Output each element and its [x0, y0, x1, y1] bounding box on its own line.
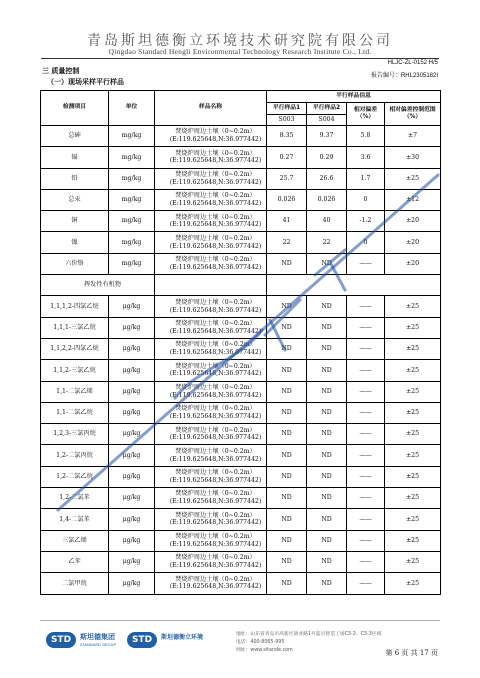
item-name: 1,2-二氯乙烷 [41, 466, 109, 487]
control-range: ±25 [385, 402, 441, 423]
sample-location-name: 焚烧炉周边土壤（0~0.2m） [175, 490, 256, 498]
header-control-range: 相对偏差控制范围（%） [385, 103, 441, 126]
std-hengli-logo: STD [127, 632, 157, 648]
std-group-name: 斯坦德集团 [80, 633, 115, 641]
parallel-2-value: ND [307, 466, 347, 487]
table-row [41, 424, 441, 445]
parallel-1-value: ND [267, 381, 307, 402]
item-unit: μg/kg [109, 360, 155, 381]
sample-location-name: 焚烧炉周边土壤（0~0.2m） [175, 170, 256, 178]
table-row [41, 211, 441, 232]
item-unit: μg/kg [109, 445, 155, 466]
parallel-2-value: ND [307, 551, 347, 572]
parallel-2-value: 40 [307, 211, 347, 232]
control-range: ±25 [385, 509, 441, 530]
sample-location [155, 466, 267, 487]
item-unit: μg/kg [109, 338, 155, 359]
relative-deviation: 0 [347, 189, 385, 210]
std-group-subname: STANDARD GROUP [80, 642, 116, 647]
item-name: 1,1-二氯乙烯 [41, 381, 109, 402]
control-range: ±25 [385, 168, 441, 189]
std-group-logo: STD [46, 632, 76, 648]
item-name: 1,1,1,2-四氯乙烷 [41, 296, 109, 317]
sample-location [155, 232, 267, 253]
parallel-2-value: 0.29 [307, 147, 347, 168]
sample-location-coords: (E:119.625648,N:36.977442) [169, 157, 262, 165]
item-unit: μg/kg [109, 317, 155, 338]
item-name: 乙苯 [41, 551, 109, 572]
sample-location-name: 焚烧炉周边土壤（0~0.2m） [175, 575, 256, 583]
sample-location-name: 焚烧炉周边土壤（0~0.2m） [175, 426, 256, 434]
item-unit: μg/kg [109, 402, 155, 423]
header-item: 检测项目 [41, 91, 109, 126]
relative-deviation: —— [347, 488, 385, 509]
item-name: 1,2-二氯苯 [41, 488, 109, 509]
parallel-1-value: ND [267, 296, 307, 317]
sample-location-coords: (E:119.625648,N:36.977442) [169, 263, 262, 271]
parallel-2-value: ND [307, 296, 347, 317]
control-range: ±25 [385, 445, 441, 466]
table-row [41, 360, 441, 381]
relative-deviation: —— [347, 360, 385, 381]
parallel-1-value: ND [267, 360, 307, 381]
sample-location-coords: (E:119.625648,N:36.977442) [169, 476, 262, 484]
footer-divider [40, 620, 440, 621]
sample-location-coords: (E:119.625648,N:36.977442) [169, 200, 262, 208]
footer-website: 网址：www.sitande.com [236, 648, 293, 653]
parallel-1-value: ND [267, 402, 307, 423]
sample-location [155, 360, 267, 381]
control-range: ±12 [385, 189, 441, 210]
relative-deviation: 0 [347, 232, 385, 253]
sample-location-coords: (E:119.625648,N:36.977442) [169, 583, 262, 591]
parallel-2-value: ND [307, 509, 347, 530]
table-row [41, 232, 441, 253]
relative-deviation: —— [347, 381, 385, 402]
parallel-1-value: ND [267, 445, 307, 466]
control-range: ±20 [385, 232, 441, 253]
control-range: ±30 [385, 147, 441, 168]
sample-location-coords: (E:119.625648,N:36.977442) [169, 562, 262, 570]
sample-location-name: 焚烧炉周边土壤（0~0.2m） [175, 234, 256, 242]
parallel-2-value: 0.026 [307, 189, 347, 210]
item-name: 1,4-二氯苯 [41, 509, 109, 530]
sample-location-coords: (E:119.625648,N:36.977442) [169, 221, 262, 229]
sample-location [155, 530, 267, 551]
item-unit: μg/kg [109, 381, 155, 402]
table-row [41, 402, 441, 423]
parallel-1-value: ND [267, 551, 307, 572]
item-unit: mg/kg [109, 126, 155, 147]
sample-location-name: 焚烧炉周边土壤（0~0.2m） [175, 256, 256, 264]
item-unit: μg/kg [109, 466, 155, 487]
item-name: 镍 [41, 232, 109, 253]
section-title: 三 质量控制 [42, 67, 80, 75]
sample-id-2: S004 [307, 115, 347, 126]
sample-id-1: S003 [267, 115, 307, 126]
table-row [41, 253, 441, 274]
parallel-2-value: ND [307, 338, 347, 359]
std-hengli-name: 斯坦德衡立环境 [161, 634, 204, 641]
sample-location-name: 焚烧炉周边土壤（0~0.2m） [175, 213, 256, 221]
parallel-sample-table [40, 90, 441, 595]
sample-location-coords: (E:119.625648,N:36.977442) [169, 306, 262, 314]
relative-deviation: —— [347, 466, 385, 487]
item-name: 1,2-二氯丙烷 [41, 445, 109, 466]
sample-location-name: 焚烧炉周边土壤（0~0.2m） [175, 298, 256, 306]
item-name: 二氯甲烷 [41, 573, 109, 594]
parallel-2-value: ND [307, 530, 347, 551]
item-name: 1,1-二氯乙烷 [41, 402, 109, 423]
sample-location-name: 焚烧炉周边土壤（0~0.2m） [175, 405, 256, 413]
sample-location [155, 189, 267, 210]
control-range: ±25 [385, 530, 441, 551]
doc-code: HLJC-ZL-0152 H/5 [387, 60, 438, 66]
header-unit: 单位 [109, 91, 155, 126]
parallel-2-value: ND [307, 253, 347, 274]
parallel-1-value: 0.026 [267, 189, 307, 210]
sample-location-coords: (E:119.625648,N:36.977442) [169, 178, 262, 186]
parallel-1-value: ND [267, 573, 307, 594]
relative-deviation: —— [347, 551, 385, 572]
parallel-1-value: ND [267, 317, 307, 338]
sample-location [155, 509, 267, 530]
item-unit: μg/kg [109, 573, 155, 594]
item-unit: mg/kg [109, 147, 155, 168]
category-empty-cell [155, 275, 267, 296]
control-range: ±20 [385, 211, 441, 232]
sample-location-coords: (E:119.625648,N:36.977442) [169, 136, 262, 144]
parallel-2-value: ND [307, 360, 347, 381]
sample-location-name: 焚烧炉周边土壤（0~0.2m） [175, 320, 256, 328]
table-row [41, 381, 441, 402]
relative-deviation: —— [347, 424, 385, 445]
control-range: ±25 [385, 317, 441, 338]
sample-location [155, 551, 267, 572]
report-number: 报告编号：RHL2305182I [370, 73, 438, 79]
parallel-1-value: ND [267, 466, 307, 487]
table-row [41, 126, 441, 147]
item-name: 1,1,2-三氯乙烷 [41, 360, 109, 381]
parallel-1-value: ND [267, 424, 307, 445]
item-unit: μg/kg [109, 424, 155, 445]
parallel-2-value: ND [307, 573, 347, 594]
header-parallel-2: 平行样品2 [307, 103, 347, 115]
table-row [41, 168, 441, 189]
table-row [41, 530, 441, 551]
parallel-2-value: ND [307, 317, 347, 338]
parallel-2-value: ND [307, 381, 347, 402]
relative-deviation: —— [347, 509, 385, 530]
sample-location [155, 126, 267, 147]
relative-deviation: —— [347, 296, 385, 317]
item-name: 总汞 [41, 189, 109, 210]
control-range: ±25 [385, 296, 441, 317]
item-unit: μg/kg [109, 530, 155, 551]
table-row [41, 147, 441, 168]
table-row [41, 296, 441, 317]
sample-location [155, 573, 267, 594]
item-name: 1,1,2,2-四氯乙烷 [41, 338, 109, 359]
category-empty-span [267, 275, 441, 296]
relative-deviation: 1.7 [347, 168, 385, 189]
sample-location-coords: (E:119.625648,N:36.977442) [169, 242, 262, 250]
parallel-2-value: ND [307, 424, 347, 445]
sample-location [155, 488, 267, 509]
item-name: 1,2,3-三氯丙烷 [41, 424, 109, 445]
table-row [41, 189, 441, 210]
page-number: 第 6 页 共 17 页 [385, 649, 438, 657]
sample-location-coords: (E:119.625648,N:36.977442) [169, 327, 262, 335]
table-row [41, 551, 441, 572]
item-unit: μg/kg [109, 296, 155, 317]
relative-deviation: —— [347, 573, 385, 594]
relative-deviation: —— [347, 530, 385, 551]
control-range: ±25 [385, 424, 441, 445]
relative-deviation: —— [347, 338, 385, 359]
sample-location-name: 焚烧炉周边土壤（0~0.2m） [175, 383, 256, 391]
category-row [41, 275, 441, 296]
control-range: ±20 [385, 253, 441, 274]
sample-location-name: 焚烧炉周边土壤（0~0.2m） [175, 149, 256, 157]
item-unit: μg/kg [109, 551, 155, 572]
sample-location [155, 317, 267, 338]
sample-location-coords: (E:119.625648,N:36.977442) [169, 434, 262, 442]
parallel-1-value: 0.27 [267, 147, 307, 168]
table-row [41, 488, 441, 509]
sample-location-coords: (E:119.625648,N:36.977442) [169, 349, 262, 357]
parallel-1-value: 8.35 [267, 126, 307, 147]
sample-location [155, 168, 267, 189]
relative-deviation: —— [347, 317, 385, 338]
relative-deviation: —— [347, 402, 385, 423]
item-name: 总砷 [41, 126, 109, 147]
company-name-en: Qingdao Standard Hengli Environmental Technology Research Institute Co., Ltd. [108, 47, 372, 56]
control-range: ±25 [385, 381, 441, 402]
control-range: ±25 [385, 573, 441, 594]
item-unit: μg/kg [109, 488, 155, 509]
item-name: 铜 [41, 211, 109, 232]
footer-phone: 电话：400-8065-995 [236, 640, 285, 645]
parallel-2-value: 9.37 [307, 126, 347, 147]
control-range: ±7 [385, 126, 441, 147]
sample-location-name: 焚烧炉周边土壤（0~0.2m） [175, 341, 256, 349]
item-name: 三氯乙烯 [41, 530, 109, 551]
item-name: 1,1,1-三氯乙烷 [41, 317, 109, 338]
table-row [41, 338, 441, 359]
sample-location-coords: (E:119.625648,N:36.977442) [169, 519, 262, 527]
sample-location-name: 焚烧炉周边土壤（0~0.2m） [175, 192, 256, 200]
parallel-1-value: ND [267, 338, 307, 359]
table-row [41, 317, 441, 338]
table-row [41, 509, 441, 530]
sample-location-name: 焚烧炉周边土壤（0~0.2m） [175, 447, 256, 455]
relative-deviation: —— [347, 253, 385, 274]
relative-deviation: -1.2 [347, 211, 385, 232]
sample-location-coords: (E:119.625648,N:36.977442) [169, 413, 262, 420]
parallel-2-value: ND [307, 445, 347, 466]
header-divider [41, 58, 439, 59]
subsection-title: （一）现场采样平行样品 [47, 78, 124, 86]
parallel-2-value: ND [307, 402, 347, 423]
sample-location-name: 焚烧炉周边土壤（0~0.2m） [175, 128, 256, 136]
parallel-1-value: ND [267, 488, 307, 509]
relative-deviation: 3.6 [347, 147, 385, 168]
sample-location-coords: (E:119.625648,N:36.977442) [169, 455, 262, 463]
parallel-1-value: 41 [267, 211, 307, 232]
control-range: ±25 [385, 360, 441, 381]
header-sample: 样品名称 [155, 91, 267, 126]
relative-deviation: —— [347, 445, 385, 466]
control-range: ±25 [385, 488, 441, 509]
table-body [41, 126, 441, 595]
category-label: 挥发性有机物 [41, 275, 155, 296]
sample-location-coords: (E:119.625648,N:36.977442) [169, 391, 262, 399]
sample-location [155, 147, 267, 168]
sample-location-name: 焚烧炉周边土壤（0~0.2m） [175, 511, 256, 519]
sample-location-name: 焚烧炉周边土壤（0~0.2m） [175, 362, 256, 370]
sample-location-name: 焚烧炉周边土壤（0~0.2m） [175, 469, 256, 477]
sample-location-coords: (E:119.625648,N:36.977442) [169, 498, 262, 506]
sample-location [155, 381, 267, 402]
item-name: 六价铬 [41, 253, 109, 274]
sample-location [155, 211, 267, 232]
footer-address: 地址：山东省青岛市高新区锦业路1号蓝贝智造工场C3-2、C3-3区域 [236, 632, 382, 637]
company-name-cn: 青岛斯坦德衡立环境技术研究院有限公司 [87, 33, 393, 49]
parallel-1-value: ND [267, 253, 307, 274]
table-row [41, 466, 441, 487]
parallel-2-value: ND [307, 488, 347, 509]
control-range: ±25 [385, 338, 441, 359]
sample-location-name: 焚烧炉周边土壤（0~0.2m） [175, 533, 256, 541]
sample-location [155, 338, 267, 359]
sample-location-name: 焚烧炉周边土壤（0~0.2m） [175, 554, 256, 562]
sample-location [155, 402, 267, 423]
parallel-1-value: ND [267, 530, 307, 551]
table-row [41, 445, 441, 466]
parallel-1-value: ND [267, 509, 307, 530]
item-name: 铅 [41, 168, 109, 189]
control-range: ±25 [385, 466, 441, 487]
item-name: 镉 [41, 147, 109, 168]
item-unit: mg/kg [109, 168, 155, 189]
item-unit: μg/kg [109, 509, 155, 530]
item-unit: mg/kg [109, 211, 155, 232]
item-unit: mg/kg [109, 189, 155, 210]
header-parallel-info: 平行样品信息 [267, 91, 441, 103]
relative-deviation: 5.8 [347, 126, 385, 147]
table-row [41, 573, 441, 594]
item-unit: mg/kg [109, 232, 155, 253]
sample-location [155, 253, 267, 274]
control-range: ±25 [385, 551, 441, 572]
parallel-2-value: 26.6 [307, 168, 347, 189]
sample-location [155, 296, 267, 317]
header-relative-deviation: 相对偏差（%） [347, 103, 385, 126]
item-unit: mg/kg [109, 253, 155, 274]
parallel-2-value: 22 [307, 232, 347, 253]
parallel-1-value: 25.7 [267, 168, 307, 189]
sample-location [155, 424, 267, 445]
parallel-1-value: 22 [267, 232, 307, 253]
header-parallel-1: 平行样品1 [267, 103, 307, 115]
sample-location-coords: (E:119.625648,N:36.977442) [169, 540, 262, 548]
sample-location [155, 445, 267, 466]
sample-location-coords: (E:119.625648,N:36.977442) [169, 370, 262, 378]
